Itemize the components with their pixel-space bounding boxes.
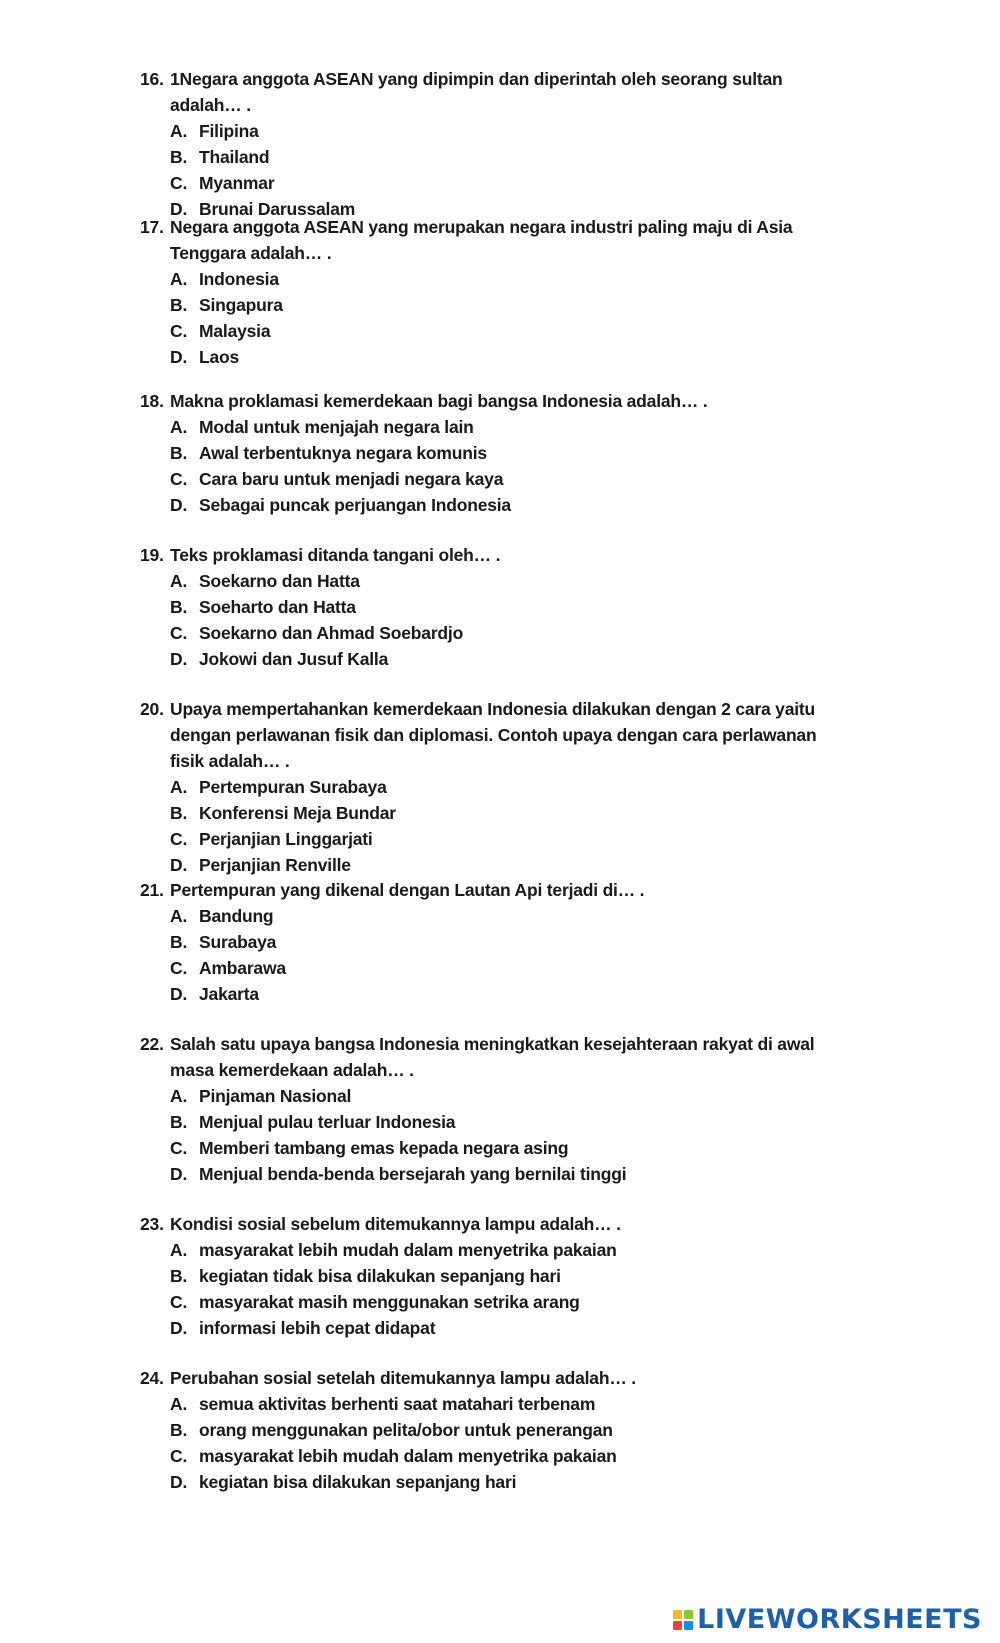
question-number: 24. [140,1368,164,1388]
option-letter: C. [170,1138,188,1158]
option-letter: C. [170,173,188,193]
answer-option[interactable] [140,492,840,518]
question-text: Perubahan sosial setelah ditemukannya lampu adalah… . [170,1368,636,1388]
answer-option[interactable] [140,903,840,929]
question-number: 18. [140,391,164,411]
option-letter: B. [170,1266,188,1286]
option-text: kegiatan tidak bisa dilakukan sepanjang hari [199,1266,561,1286]
option-text: Jokowi dan Jusuf Kalla [199,649,389,669]
option-text: Laos [199,347,240,367]
answer-options [140,414,840,518]
option-letter: D. [170,495,188,515]
option-letter: A. [170,269,188,289]
option-text: Soeharto dan Hatta [199,597,356,617]
answer-options [140,118,840,222]
option-letter: C. [170,829,188,849]
option-letter: B. [170,147,188,167]
answer-option[interactable] [140,118,840,144]
logo-square [673,1621,682,1630]
option-letter: A. [170,1086,188,1106]
question-number: 17. [140,217,164,237]
option-text: Menjual benda-benda bersejarah yang bernilai tinggi [199,1164,627,1184]
option-letter: D. [170,1318,188,1338]
question-text: Teks proklamasi ditanda tangani oleh… . [170,545,501,565]
option-letter: A. [170,777,188,797]
option-letter: D. [170,347,188,367]
question-text: Upaya mempertahankan kemerdekaan Indonesia dilakukan dengan 2 cara yaitu dengan perlawanan fisik dan diplomasi. Contoh upaya dengan cara perlawanan fisik adalah… . [170,699,817,771]
option-text: Modal untuk menjajah negara lain [199,417,474,437]
option-letter: B. [170,597,188,617]
option-text: kegiatan bisa dilakukan sepanjang hari [199,1472,517,1492]
answer-option[interactable] [140,568,840,594]
option-letter: D. [170,199,188,219]
answer-option[interactable] [140,955,840,981]
option-text: Cara baru untuk menjadi negara kaya [199,469,504,489]
option-text: Malaysia [199,321,271,341]
answer-option[interactable] [140,318,840,344]
answer-option[interactable] [140,800,840,826]
answer-option[interactable] [140,929,840,955]
logo-square [684,1621,693,1630]
question-18 [140,388,840,518]
option-letter: A. [170,906,188,926]
answer-option[interactable] [140,594,840,620]
liveworksheets-logo-icon [673,1610,693,1630]
option-text: Menjual pulau terluar Indonesia [199,1112,456,1132]
option-letter: D. [170,984,188,1004]
option-text: Memberi tambang emas kepada negara asing [199,1138,569,1158]
option-text: Perjanjian Renville [199,855,351,875]
answer-option[interactable] [140,1135,840,1161]
liveworksheets-brand [673,1604,982,1635]
question-number: 22. [140,1034,164,1054]
answer-option[interactable] [140,646,840,672]
answer-options [140,1083,840,1187]
question-text: Salah satu upaya bangsa Indonesia meningkatkan kesejahteraan rakyat di awal masa kemerdekaan adalah… . [170,1034,815,1080]
option-text: informasi lebih cepat didapat [199,1318,436,1338]
option-text: Perjanjian Linggarjati [199,829,373,849]
option-text: Konferensi Meja Bundar [199,803,396,823]
logo-square [684,1610,693,1619]
answer-option[interactable] [140,440,840,466]
logo-square [673,1610,682,1619]
answer-option[interactable] [140,1109,840,1135]
option-text: Pertempuran Surabaya [199,777,387,797]
option-letter: B. [170,443,188,463]
question-24 [140,1365,840,1495]
answer-option[interactable] [140,1083,840,1109]
option-text: orang menggunakan pelita/obor untuk penerangan [199,1420,613,1440]
option-text: Jakarta [199,984,259,1004]
option-letter: C. [170,321,188,341]
option-text: Soekarno dan Ahmad Soebardjo [199,623,464,643]
answer-option[interactable] [140,1469,840,1495]
option-text: Sebagai puncak perjuangan Indonesia [199,495,511,515]
answer-option[interactable] [140,1237,840,1263]
answer-options [140,774,840,878]
option-text: Bandung [199,906,274,926]
option-text: Soekarno dan Hatta [199,571,360,591]
question-16 [140,66,840,222]
question-19 [140,542,840,672]
option-text: Pinjaman Nasional [199,1086,352,1106]
answer-options [140,568,840,672]
option-text: Indonesia [199,269,279,289]
answer-option[interactable] [140,774,840,800]
option-text: Filipina [199,121,259,141]
answer-option[interactable] [140,1161,840,1187]
option-letter: C. [170,958,188,978]
option-letter: B. [170,295,188,315]
option-text: Thailand [199,147,270,167]
question-number: 20. [140,699,164,719]
answer-option[interactable] [140,344,840,370]
answer-option[interactable] [140,414,840,440]
answer-options [140,903,840,1007]
answer-option[interactable] [140,144,840,170]
option-text: Ambarawa [199,958,286,978]
option-letter: A. [170,571,188,591]
question-21 [140,877,840,1007]
answer-option[interactable] [140,292,840,318]
answer-option[interactable] [140,1391,840,1417]
option-letter: B. [170,1420,188,1440]
answer-options [140,1391,840,1495]
option-text: Awal terbentuknya negara komunis [199,443,487,463]
option-letter: C. [170,623,188,643]
option-letter: A. [170,417,188,437]
option-letter: C. [170,1292,188,1312]
question-22 [140,1031,840,1187]
answer-options [140,1237,840,1341]
option-letter: D. [170,649,188,669]
question-number: 23. [140,1214,164,1234]
option-letter: C. [170,1446,188,1466]
question-text: 1Negara anggota ASEAN yang dipimpin dan diperintah oleh seorang sultan adalah… . [170,69,783,115]
question-17 [140,214,840,370]
option-letter: A. [170,1394,188,1414]
answer-option[interactable] [140,852,840,878]
question-number: 19. [140,545,164,565]
option-letter: D. [170,1164,188,1184]
option-letter: C. [170,469,188,489]
option-letter: A. [170,121,188,141]
answer-option[interactable] [140,266,840,292]
option-text: Brunai Darussalam [199,199,356,219]
option-text: Singapura [199,295,283,315]
question-text: Pertempuran yang dikenal dengan Lautan Api terjadi di… . [170,880,645,900]
option-text: masyarakat lebih mudah dalam menyetrika pakaian [199,1446,617,1466]
option-letter: B. [170,803,188,823]
option-text: semua aktivitas berhenti saat matahari terbenam [199,1394,596,1414]
option-letter: B. [170,932,188,952]
question-number: 16. [140,69,164,89]
answer-option[interactable] [140,1315,840,1341]
answer-option[interactable] [140,1263,840,1289]
question-23 [140,1211,840,1341]
brand-name: LIVEWORKSHEETS [697,1604,982,1635]
answer-option[interactable] [140,1443,840,1469]
answer-option[interactable] [140,620,840,646]
answer-option[interactable] [140,1417,840,1443]
answer-option[interactable] [140,170,840,196]
answer-options [140,266,840,370]
question-20 [140,696,840,878]
answer-option[interactable] [140,466,840,492]
answer-option[interactable] [140,981,840,1007]
option-text: Myanmar [199,173,275,193]
option-letter: B. [170,1112,188,1132]
option-text: masyarakat masih menggunakan setrika arang [199,1292,580,1312]
option-letter: D. [170,1472,188,1492]
answer-option[interactable] [140,1289,840,1315]
question-text: Kondisi sosial sebelum ditemukannya lampu adalah… . [170,1214,621,1234]
option-letter: A. [170,1240,188,1260]
option-text: Surabaya [199,932,277,952]
question-text: Negara anggota ASEAN yang merupakan negara industri paling maju di Asia Tenggara adalah… . [170,217,793,263]
option-text: masyarakat lebih mudah dalam menyetrika pakaian [199,1240,617,1260]
question-text: Makna proklamasi kemerdekaan bagi bangsa Indonesia adalah… . [170,391,708,411]
option-letter: D. [170,855,188,875]
answer-option[interactable] [140,826,840,852]
question-number: 21. [140,880,164,900]
